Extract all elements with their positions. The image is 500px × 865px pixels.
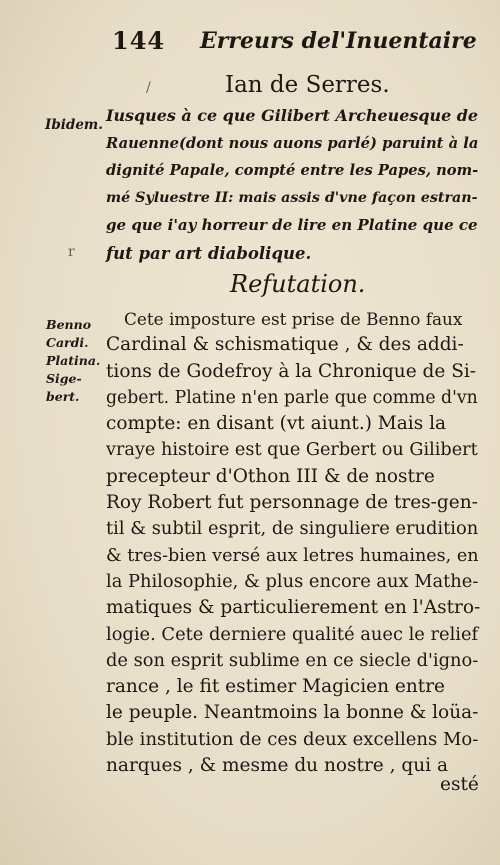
body-line: ble institution de ces deux excellens Mo- [106, 728, 479, 750]
body-line: compte: en disant (vt aiunt.) Mais la [106, 413, 447, 435]
margin-note-line: Cardi. [46, 335, 89, 350]
body-line: til & subtil esprit, de singuliere erudition [106, 518, 479, 540]
body-line: & tres-bien versé aux letres humaines, en [106, 545, 479, 566]
body-line: de son esprit sublime en ce siecle d'igno- [106, 649, 479, 671]
body-line: vraye histoire est que Gerbert ou Gilibert [106, 440, 478, 461]
quotation-block [106, 102, 482, 267]
body-line: rance , le fit estimer Magicien entre [106, 676, 445, 698]
body-line: logie. Cete derniere qualité auec le relief [106, 623, 479, 645]
quote-line: ge que i'ay horreur de lire en Platine que ce [106, 216, 478, 234]
quote-line: fut par art diabolique. [106, 243, 312, 263]
quote-line: mé Syluestre II: mais assis d'vne façon estran- [106, 189, 478, 206]
quote-line: Rauenne(dont nous auons parlé) paruint à la [106, 134, 479, 152]
margin-note-line: Platina. [46, 353, 101, 368]
quote-line: dignité Papale, compté entre les Papes, nom- [106, 162, 479, 179]
stray-mark: r [68, 244, 75, 260]
body-line: Roy Robert fut personnage de tres-gen- [106, 492, 478, 514]
section-heading: Refutation. [230, 270, 366, 298]
body-line: narques , & mesme du nostre , qui a [106, 755, 448, 777]
author-line: Ian de Serres. [225, 72, 390, 98]
body-line: Cete imposture est prise de Benno faux [124, 309, 463, 329]
body-line: Cardinal & schismatique , & des addi- [106, 334, 464, 356]
body-text [106, 306, 482, 779]
body-line: precepteur d'Othon III & de nostre [106, 465, 435, 487]
margin-note-line: Benno [46, 317, 92, 332]
body-line: tions de Godefroy à la Chronique de Si- [106, 360, 477, 382]
margin-note-line: Sige- [46, 371, 82, 386]
running-title: Erreurs del'Inuentaire [200, 28, 477, 54]
body-line: gebert. Platine n'en parle que comme d'vn [106, 387, 478, 408]
body-line: le peuple. Neantmoins la bonne & loüa- [106, 702, 479, 724]
page-header [112, 26, 482, 60]
body-line: la Philosophie, & plus encore aux Mathe- [106, 570, 479, 592]
page-number: 144 [112, 26, 166, 55]
margin-note-line: bert. [46, 389, 80, 404]
body-line: matiques & particulierement en l'Astro- [106, 597, 481, 619]
catchword: esté [440, 774, 479, 795]
stray-mark: / [146, 80, 151, 96]
margin-note-ibidem: Ibidem. [45, 117, 103, 133]
quote-line: Iusques à ce que Gilibert Archeuesque de [106, 106, 479, 125]
margin-note-sources [46, 316, 100, 406]
